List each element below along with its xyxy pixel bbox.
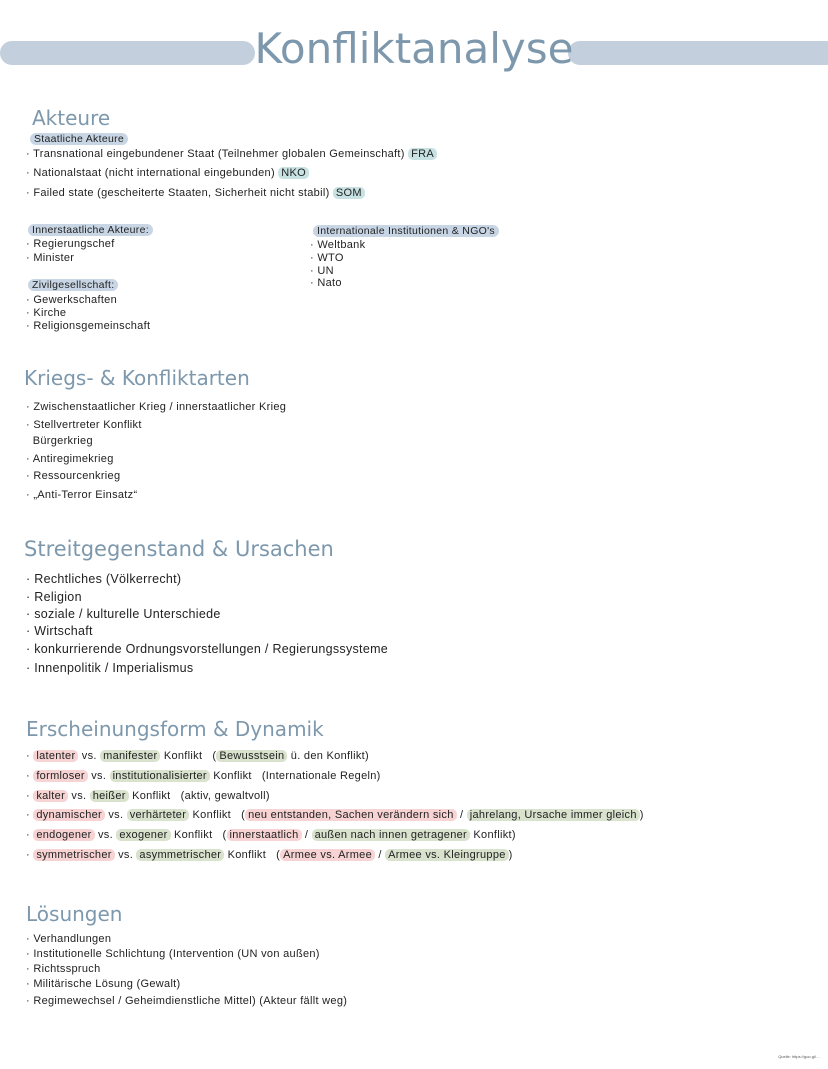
list-item-text: Failed state (gescheiterte Staaten, Sicherheit nicht stabil) xyxy=(33,187,330,199)
list-item-text: Kirche xyxy=(33,307,67,319)
list-item: · Institutionelle Schlichtung (Intervention (UN von außen) xyxy=(26,948,320,960)
list-item: · Kirche xyxy=(26,307,67,319)
list-item-text: Antiregimekrieg xyxy=(32,453,114,465)
note-slash: / xyxy=(301,829,312,841)
list-item-text: Militärische Lösung (Gewalt) xyxy=(33,978,181,990)
note-tail: ) xyxy=(508,849,513,861)
dynamik-row: · dynamischer vs. verhärteter Konflikt ( neu entstanden, Sachen verändern sich / jahrelang, Ursache immer gleich ) xyxy=(26,809,644,821)
country-code: FRA xyxy=(408,148,437,160)
dynamik-row: · kalter vs. heißer Konflikt (aktiv, gewaltvoll) xyxy=(26,790,270,802)
list-item: · WTO xyxy=(310,252,344,264)
heading-kriegsarten: Kriegs- & Konfliktarten xyxy=(24,366,250,390)
list-item: · „Anti-Terror Einsatz“ xyxy=(26,489,138,501)
heading-loesungen: Lösungen xyxy=(26,902,123,926)
page-title: Konfliktanalyse xyxy=(254,24,574,73)
row-note: (aktiv, gewaltvoll) xyxy=(180,790,270,802)
row-note: ( xyxy=(222,829,227,841)
list-item-text: Stellvertreter Konflikt xyxy=(33,419,142,431)
term-a: latenter xyxy=(33,750,78,762)
row-note: ( Bewusstsein ü. den Konflikt) xyxy=(212,750,369,762)
list-item: · Zwischenstaatlicher Krieg / innerstaatlicher Krieg xyxy=(26,401,287,413)
heading-dynamik: Erscheinungsform & Dynamik xyxy=(26,717,324,741)
list-item: · Transnational eingebundener Staat (Teilnehmer globalen Gemeinschaft) FRA xyxy=(26,148,437,160)
konflikt-text: Konflikt xyxy=(227,849,267,861)
vs-text: vs. xyxy=(118,849,134,861)
label-staatliche: Staatliche Akteure xyxy=(30,133,128,145)
note-tail: ) xyxy=(639,809,644,821)
list-item-text: Regimewechsel / Geheimdienstliche Mittel) (Akteur fällt weg) xyxy=(33,995,348,1007)
list-item: · konkurrierende Ordnungsvorstellungen / Regierungssysteme xyxy=(26,642,389,656)
list-item: · soziale / kulturelle Unterschiede xyxy=(26,607,221,621)
list-item-text: Transnational eingebundener Staat (Teilnehmer globalen Gemeinschaft) xyxy=(33,148,405,160)
note-a: innerstaatlich xyxy=(227,829,302,841)
heading-akteure: Akteure xyxy=(32,106,111,130)
note-a: Armee vs. Armee xyxy=(280,849,375,861)
heading-streit: Streitgegenstand & Ursachen xyxy=(24,537,334,561)
list-item-text: Regierungschef xyxy=(33,238,115,250)
source-footer: Quelle: https://goo.gl/… xyxy=(778,1054,820,1059)
list-item: · UN xyxy=(310,265,334,277)
list-item-text: Ressourcenkrieg xyxy=(33,470,121,482)
list-item: · Richtsspruch xyxy=(26,963,101,975)
vs-text: vs. xyxy=(98,829,113,841)
list-item-text: Wirtschaft xyxy=(34,624,93,638)
note-slash: / xyxy=(375,849,386,861)
dynamik-row: · latenter vs. manifester Konflikt ( Bewusstsein ü. den Konflikt) xyxy=(26,750,369,762)
label-innerstaatliche: Innerstaatliche Akteure: xyxy=(28,224,153,236)
term-a: symmetrischer xyxy=(33,849,114,861)
dynamik-row: · formloser vs. institutionalisierter Konflikt (Internationale Regeln) xyxy=(26,770,381,782)
country-code: SOM xyxy=(333,187,365,199)
term-b: institutionalisierter xyxy=(110,770,210,782)
list-item: · Ressourcenkrieg xyxy=(26,470,121,482)
list-item: · Stellvertreter Konflikt xyxy=(26,419,142,431)
list-item-text: Verhandlungen xyxy=(33,933,112,945)
list-item-text: Minister xyxy=(33,252,75,264)
list-item-text: konkurrierende Ordnungsvorstellungen / Regierungssysteme xyxy=(34,642,389,656)
note-b: jahrelang, Ursache immer gleich xyxy=(467,809,640,821)
list-item-text: Bürgerkrieg xyxy=(32,435,93,447)
term-b: exogener xyxy=(116,829,170,841)
dynamik-row: · symmetrischer vs. asymmetrischer Konflikt ( Armee vs. Armee / Armee vs. Kleingruppe ) xyxy=(26,849,513,861)
list-item-text: Religion xyxy=(34,590,82,604)
list-item-text: Zwischenstaatlicher Krieg / innerstaatlicher Krieg xyxy=(33,401,287,413)
term-b: asymmetrischer xyxy=(136,849,224,861)
konflikt-text: Konflikt xyxy=(192,809,232,821)
country-code: NKO xyxy=(278,167,309,179)
label-zivil: Zivilgesellschaft: xyxy=(28,279,118,291)
list-item-text: Nato xyxy=(317,277,342,289)
note-b: außen nach innen getragener xyxy=(312,829,470,841)
note-b: Armee vs. Kleingruppe xyxy=(385,849,509,861)
list-item-text: Rechtliches (Völkerrecht) xyxy=(34,572,182,586)
term-a: kalter xyxy=(33,790,68,802)
note-slash: / xyxy=(456,809,467,821)
vs-text: vs. xyxy=(91,770,107,782)
list-item-text: UN xyxy=(317,265,334,277)
list-item xyxy=(26,435,93,447)
list-item: · Failed state (gescheiterte Staaten, Sicherheit nicht stabil) SOM xyxy=(26,187,365,199)
note-tail: ü. den Konflikt) xyxy=(287,750,369,762)
note-a: neu entstanden, Sachen verändern sich xyxy=(245,809,457,821)
note-tail: Konflikt) xyxy=(470,829,516,841)
row-note: ( xyxy=(276,849,281,861)
list-item: · Rechtliches (Völkerrecht) xyxy=(26,572,182,586)
list-item: · Regierungschef xyxy=(26,238,115,250)
list-item-text: „Anti-Terror Einsatz“ xyxy=(33,489,138,501)
list-item: · Minister xyxy=(26,252,75,264)
list-item: · Weltbank xyxy=(310,239,366,251)
list-item: · Nato xyxy=(310,277,342,289)
list-item: · Religion xyxy=(26,590,82,604)
term-a: formloser xyxy=(33,770,88,782)
list-item: · Antiregimekrieg xyxy=(26,453,114,465)
list-item: · Religionsgemeinschaft xyxy=(26,320,151,332)
vs-text: vs. xyxy=(81,750,97,762)
vs-text: vs. xyxy=(108,809,124,821)
list-item-text: Religionsgemeinschaft xyxy=(33,320,151,332)
note-a: Bewusstsein xyxy=(216,750,287,762)
vs-text: vs. xyxy=(71,790,87,802)
konflikt-text: Konflikt xyxy=(213,770,252,782)
row-note: (Internationale Regeln) xyxy=(261,770,381,782)
list-item-text: Weltbank xyxy=(317,239,366,251)
list-item-text: Innenpolitik / Imperialismus xyxy=(34,661,194,675)
list-item: · Innenpolitik / Imperialismus xyxy=(26,661,194,675)
term-b: heißer xyxy=(90,790,129,802)
list-item: · Verhandlungen xyxy=(26,933,112,945)
konflikt-text: Konflikt xyxy=(163,750,203,762)
list-item: · Gewerkschaften xyxy=(26,294,118,306)
row-note: ( xyxy=(241,809,246,821)
term-b: manifester xyxy=(100,750,160,762)
list-item: · Regimewechsel / Geheimdienstliche Mittel) (Akteur fällt weg) xyxy=(26,995,348,1007)
list-item-text: Gewerkschaften xyxy=(33,294,118,306)
list-item: · Wirtschaft xyxy=(26,624,93,638)
list-item-text: soziale / kulturelle Unterschiede xyxy=(34,607,221,621)
term-b: verhärteter xyxy=(127,809,190,821)
list-item-text: Nationalstaat (nicht international eingebunden) xyxy=(33,167,275,179)
list-item: · Militärische Lösung (Gewalt) xyxy=(26,978,181,990)
term-a: endogener xyxy=(33,829,94,841)
konflikt-text: Konflikt xyxy=(132,790,171,802)
konflikt-text: Konflikt xyxy=(173,829,213,841)
list-item: · Nationalstaat (nicht international eingebunden) NKO xyxy=(26,167,309,179)
list-item-text: WTO xyxy=(317,252,344,264)
term-a: dynamischer xyxy=(33,809,105,821)
dynamik-row: · endogener vs. exogener Konflikt ( innerstaatlich / außen nach innen getragener Konflikt) xyxy=(26,829,516,841)
list-item-text: Institutionelle Schlichtung (Intervention (UN von außen) xyxy=(33,948,320,960)
list-item-text: Richtsspruch xyxy=(33,963,101,975)
label-international: Internationale Institutionen & NGO's xyxy=(313,225,499,237)
